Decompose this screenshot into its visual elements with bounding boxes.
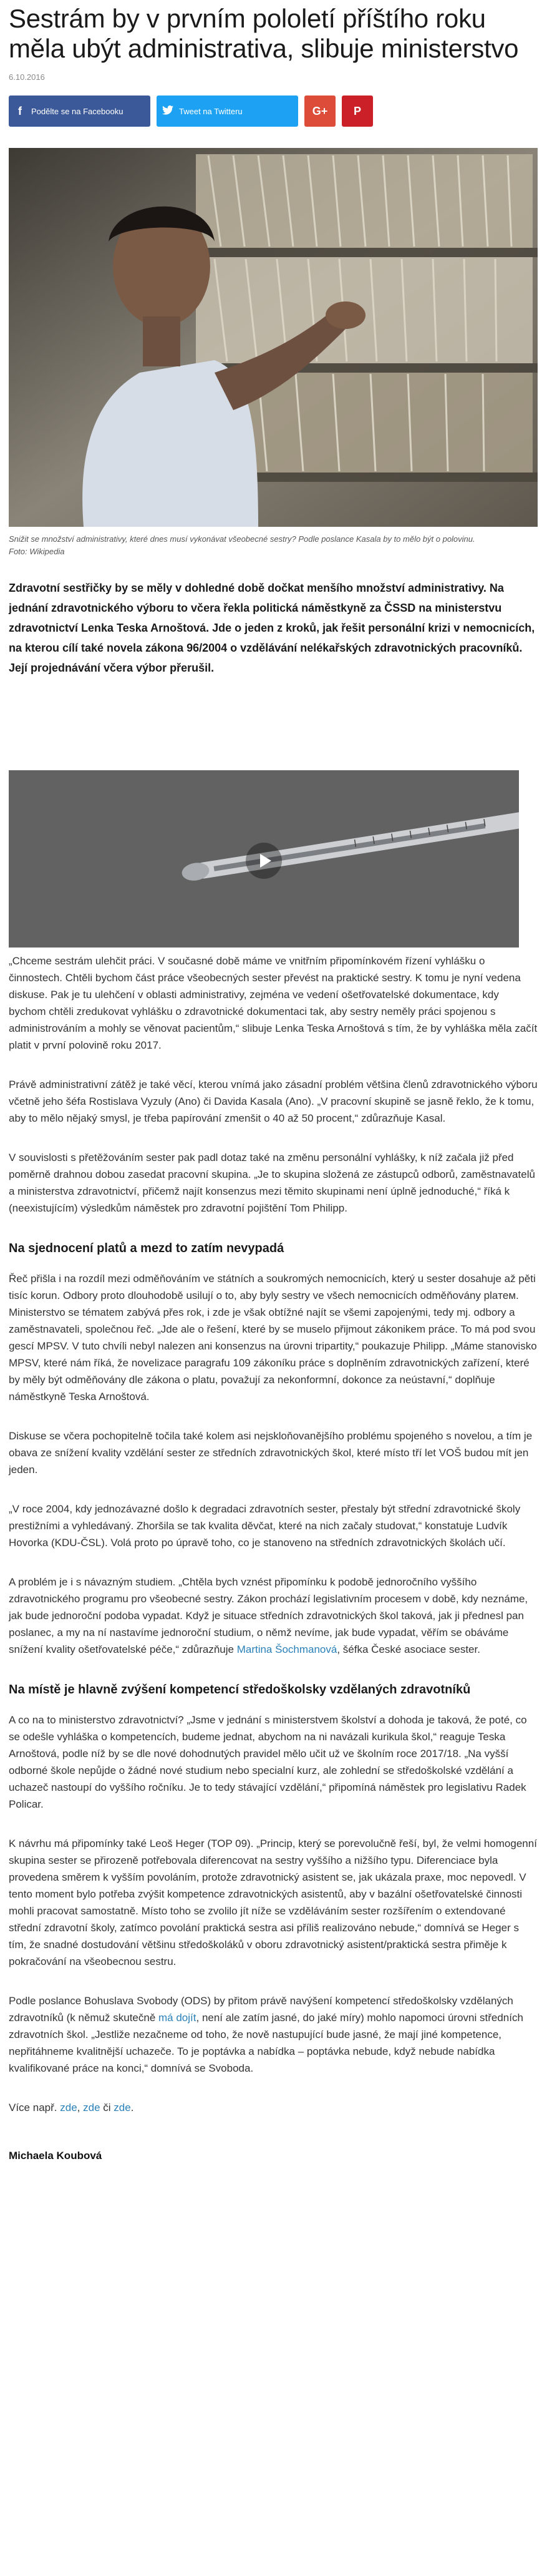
paragraph: K návrhu má připomínky také Leoš Heger (TOP 09). „Princip, který se porevolučně řeší, byl, že velmi homogenní skupina sester se přirozeně potřebovala diferencovat na sestry vyššího a nižšího typu. Diferenciace byla provedena směrem k vyšším povoláním, protože zdravotnický asistent se, jak ukázala praxe, moc nepovedl. V tento moment bylo potřeba zvýšit kompetence zdravotnických asistentů, aby v bazální ošetřovatelské činnosti mohli pracovat samostatně. Místo toho se zvolilo jít níže se vzděláváním sester rozšířením o extendované střední zdravotní školy, zatímco povolání praktická sestra asi příliš realizováno nebude,“ domnívá se Heger s tím, že snadné dostudování většinu středoškoláků v oboru zdravotnický asistent/praktická sestra přiměje k pokračování na všeobecnou sestru. [9, 1838, 537, 1967]
play-button[interactable] [246, 843, 282, 879]
author-link[interactable]: Martina Šochmanová [236, 1643, 337, 1655]
share-facebook-button[interactable] [9, 95, 150, 127]
section-heading: Na sjednocení platů a mezd to zatím nevypadá [9, 1241, 284, 1255]
paragraph: Řeč přišla i na rozdíl mezi odměňováním ve státních a soukromých nemocnicích, který u sester dosahuje až pěti tisíc korun. Odbory proto dlouhodobě usilují o to, aby byly sestry ve všech nemocnicích odměňovány plaтем. Ministerstvo se tématem zabývá přes rok, i zde je však obtížné najít se všemi zapojenými, tedy mj. odbory a zaměstnavateli, společnou řeč. „Jde ale o řešení, které by se muselo přijmout zákonikem práce. To má pod svou gescí MPSV. V tuto chvíli nebyl nalezen ani konsenzus na úrovni tripartity,“ poukazuje Philipp. „Máme stanovisko MPSV, které nám říká, že novelizace paragrafu 109 zákoníku práce s doplněním zdravotnických zařízení, které by měly být odměňovány dle zákona o platu, považují za nekonformní, dokonce za neústavní,“ doplňuje náměstkyně Teska Arnoštová. [9, 1273, 537, 1403]
paragraph-text: Podle poslance Bohuslava Svobody (ODS) by přitom právě navýšení kompetencí středoškolsky vzdělaných zdravotníků (k němuž skutečně [9, 1995, 513, 2024]
more-link[interactable]: zde [114, 2102, 131, 2113]
nurse-filing-photo [9, 148, 538, 527]
author-name: Michaela Koubová [9, 2150, 102, 2162]
more-links: Více např. zde, zde či zde. [9, 2102, 134, 2113]
more-label: Více např. [9, 2102, 57, 2113]
share-google-button[interactable] [304, 95, 336, 127]
paragraph: Právě administrativní zátěž je také věcí, kterou vnímá jako zásadní problém většina členů zdravotnického výboru včetně jeho šéfa Rostislava Vyzuly (Ano) či Davida Kasala (Ano). „V pracovní skupině se jasně řeklo, že k tomu, aby to mělo nějaký smysl, je třeba papírování zmenšit o 40 až 50 procent,“ zdůrazňuje Kasal. [9, 1079, 538, 1124]
more-link[interactable]: zde [60, 2102, 77, 2113]
paragraph-text: A problém je i s návazným studiem. „Chtěla bych vznést připomínku k podobě jednoročního vyššího zdravotnického programu pro všeobecné sestry. Zákon prochází legislativním procesem v době, kdy neznáme, jak bude jednoroční podoba vypadat. Když je situace středních zdravotnických škol taková, jak ji přednesl pan poslanec, a my na ní nastavíme jednoroční studium, o němž nevíme, jak bude vypadat, věřím se obáváme snížení kvality ošetřovatelské péče,“ zdůrazňuje [9, 1576, 528, 1655]
paragraph-text: , není ale zatím jasné, do jaké míry) mohlo napomoci úrovni středních zdravotních škol. „Jestliže nezačneme od toho, že nově nastupující bude jasné, že mají jiné kompetence, nepřitáhneme kvalitnější uchazeče. To je poptávka a nabídka – poptávka nebude, když nebude nabídka kvalifikované práce na konci,“ domnívá se Svoboda. [9, 2012, 523, 2074]
share-facebook-label: Podělte se na Facebooku [31, 106, 123, 116]
google-plus-icon: G+ [312, 104, 328, 117]
more-link[interactable]: zde [83, 2102, 100, 2113]
inline-link[interactable]: má dojít [158, 2012, 196, 2024]
share-twitter-button[interactable] [157, 95, 298, 127]
facebook-icon: f [18, 104, 22, 117]
paragraph: A co na to ministerstvo zdravotnictví? „Jsme v jednání s ministerstvem školství a dohoda je taková, že poté, co se odešle vyhláška o kompetencích, budeme jednat, abychom na ni navázali kurikula škol,“ reaguje Teska Arnoštová, podle níž by se dle nové dohodnutých pravidel mělo učit už ve školním roce 2017/18. „Na vyšší odborné škole nepůjde o žádné nové studium nebo specialní kurz, ale zohlední se středoškolské vzdělání a uchazeč nastoupí do vyššího ročníku. Je to tedy stávající vzdělání,“ připomíná náměstek pro legislativu Radek Policar. [9, 1714, 527, 1810]
paragraph-text: , šéfka České asociace sester. [337, 1643, 480, 1655]
section-heading: Na místě je hlavně zvýšení kompetencí středoškolsky vzdělaných zdravotníků [9, 1683, 471, 1697]
article-hero-image [9, 148, 538, 527]
paragraph-with-link [9, 1574, 538, 1658]
article-lead: Zdravotní sestřičky by se měly v dohledné době dočkat menšího množství administrativy. Na jednání zdravotnického výboru to včera řekla politická náměstkyně za ČSSD na ministerstvu zdravotnictví Lenka Teska Arnoštová. Jde o jeden z kroků, jak řešit personální krizi v nemocnicích, na kterou cílí také novela zákona 96/2004 o vzdělávání nelékařských zdravotnických pracovníků. Její projednávání včera výbor přerušil. [9, 582, 535, 674]
more-separator: či [103, 2102, 111, 2113]
pinterest-icon: P [353, 104, 361, 117]
article-date: 6.10.2016 [9, 72, 45, 82]
paragraph: „Chceme sestrám ulehčit práci. V současné době máme ve vnitřním připomínkovém řízení vyhlášku o činnostech. Chtěli bychom část práce všeobecných sester převést na praktické sestry. K tomu je nyní vedena diskuse. Pak je tu ulehčení v oblasti administrativy, zejména ve vedení ošetřovatelské dokumentace, kdy bychom chtěli zredukovat vyhlášku o zdravotnické dokumentaci tak, aby sestry neměly práci spojenou s administrováním a mohly se věnovat pacientům,“ slibuje Lenka Teska Arnoštová s tím, že by vyhláška měla začít platit v první polovině roku 2017. [9, 955, 538, 1051]
share-bar [9, 95, 538, 127]
image-caption: Snižit se množství administrativy, které dnes musí vykonávat všeobecné sestry? Podle poslance Kasala by to mělo být o polovinu. Foto: Wikipedia [9, 534, 475, 556]
share-twitter-label: Tweet na Twitteru [179, 106, 243, 116]
play-icon [260, 854, 271, 868]
article-title: Sestrám by v prvním pololetí příštího roku měla ubýt administrativa, slibuje ministerstvo [9, 4, 519, 63]
paragraph: V souvislosti s přetěžováním sester pak padl dotaz také na změnu personální vyhlášky, k níž začala již před poměrně drahnou dobou zasedat pracovní skupina. „Je to skupina složená ze zástupců odborů, zaměstnavatelů a ministerstva zdravotnictví, přičemž najít konsenzus mezi těmito skupinami není úplně jednoduché,“ říká k (neexistujícím) výsledkům náměstek pro zdravotní pojištění Tom Philipp. [9, 1152, 535, 1214]
paragraph: Diskuse se včera pochopitelně točila také kolem asi nejskloňovanějšího problému spojeného s novelou, a tím je obava ze snížení kvality vzdělání sester ze středních zdravotnických škol, které místo tří let VOŠ budou mít jen jeden. [9, 1430, 533, 1476]
video-player[interactable] [9, 770, 519, 948]
twitter-icon [157, 105, 179, 118]
share-pinterest-button[interactable] [342, 95, 373, 127]
paragraph-with-link [9, 1992, 538, 2077]
paragraph: „V roce 2004, kdy jednozávazné došlo k degradaci zdravotních sester, přestaly být střední zdravotnické školy prestižními a vyhledávaný. Zhoršila se tak kvalita děvčat, které na nich začaly studovat,“ konstatuje Ludvík Hovorka (KDU-ČSL). Volá proto po úpravě toho, co je stanoveno na středních zdravotnických školách učí. [9, 1503, 521, 1549]
